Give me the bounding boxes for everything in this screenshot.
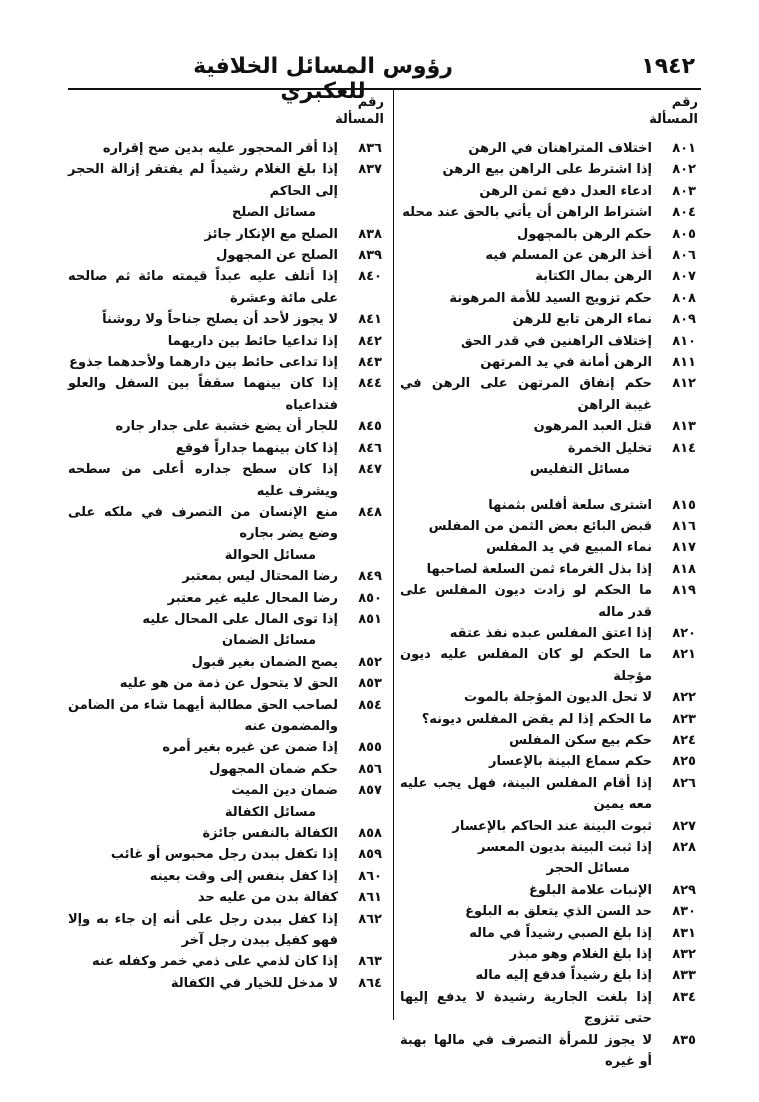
entry-text: إذا بلغ الغلام رشيداً لم يفتقر إزالة الحجر إلى الحاكم — [68, 162, 338, 199]
entry-number: ٨٠٧ — [672, 269, 696, 285]
entry-row — [68, 245, 386, 266]
entry-number: ٨٠٢ — [672, 162, 696, 178]
entry-number: ٨٤٣ — [358, 355, 382, 371]
entry-number: ٨٥٣ — [358, 676, 382, 692]
entry-number: ٨٥٩ — [358, 847, 382, 863]
entry-row — [400, 373, 700, 416]
entry-text: قتل العبد المرهون — [533, 419, 652, 435]
page-number: ١٩٤٢ — [641, 54, 695, 79]
entry-text: حكم الرهن بالمجهول — [516, 226, 652, 242]
entry-number: ٨٤٨ — [358, 504, 382, 520]
entry-row — [400, 965, 700, 986]
entry-text: للجار أن يضع خشبة على جدار جاره — [115, 419, 338, 435]
entry-text: إذا ثبت البينة بديون المعسر — [477, 840, 652, 855]
entry-number: ٨١٥ — [672, 497, 696, 513]
entry-row — [68, 566, 386, 587]
entry-row — [68, 695, 386, 738]
entry-row — [400, 944, 700, 965]
entry-number: ٨٢٩ — [672, 882, 696, 898]
right-column — [400, 94, 700, 1072]
entry-text: إذا تداعيا حائط بين داريهما — [167, 333, 338, 349]
entry-text: اشترى سلعة أفلس بثمنها — [488, 497, 652, 513]
entry-number: ٨١٨ — [672, 561, 696, 577]
entry-number: ٨٦٣ — [358, 954, 382, 970]
entry-number: ٨٠٤ — [672, 205, 696, 221]
entry-text: حكم ضمان المجهول — [209, 761, 338, 777]
page-header — [68, 52, 701, 104]
entry-row — [400, 202, 700, 223]
entry-row — [68, 973, 386, 994]
entry-number: ٨٦٤ — [358, 975, 382, 991]
entry-text: ما الحكم لو زادت ديون المفلس على قدر ماله — [400, 583, 652, 620]
entry-number: ٨٠٩ — [672, 312, 696, 328]
entry-number: ٨١٠ — [672, 333, 696, 349]
entry-row — [400, 352, 700, 373]
entry-text: اختلاف المتراهنان في الرهن — [468, 141, 652, 156]
entry-row — [400, 495, 700, 516]
entry-text: منع الإنسان من التصرف في ملكه على وضع يضر بجاره — [68, 504, 338, 542]
entry-number: ٨٥٤ — [358, 697, 382, 713]
entry-row — [68, 266, 386, 309]
entry-text: حكم بيع سكن المفلس — [509, 732, 652, 748]
entry-number: ٨٤٠ — [358, 269, 382, 285]
entry-row — [68, 459, 386, 502]
entry-number: ٨٣١ — [672, 925, 696, 941]
entry-text: إذا أقر المحجور عليه بدين صح إقراره — [102, 141, 338, 156]
entry-text: حكم إنفاق المرتهن على الرهن في غيبة الراهن — [400, 376, 652, 413]
entry-number: ٨٢٦ — [672, 775, 696, 791]
entry-text: ضمان دين الميت — [231, 783, 338, 799]
entry-text: تخليل الخمرة — [567, 440, 652, 456]
entry-row — [400, 224, 700, 245]
entry-number: ٨٤٦ — [358, 440, 382, 456]
entry-row — [400, 516, 700, 537]
entry-text: أخذ الرهن عن المسلم فيه — [485, 248, 652, 264]
entry-text: الحق لا يتحول عن ذمة من هو عليه — [119, 676, 338, 692]
entry-number: ٨٣٦ — [358, 141, 382, 156]
entry-row — [400, 880, 700, 901]
entry-number: ٨٠١ — [672, 141, 696, 156]
section-title: مسائل الكفالة — [224, 804, 316, 820]
entry-row — [400, 245, 700, 266]
entry-number: ٨٤٩ — [358, 569, 382, 585]
entry-text: ثبوت البينة عند الحاكم بالإعسار — [452, 818, 652, 834]
entry-text: إذا كفل ببدن رجل على أنه إن جاء به وإلا فهو كفيل ببدن رجل آخر — [68, 911, 338, 949]
entry-text: نماء المبيع في يد المفلس — [486, 540, 652, 556]
entry-text: قبض البائع بعض الثمن من المفلس — [428, 518, 652, 534]
entry-text: يصح الضمان بغير قبول — [191, 654, 338, 670]
entry-row — [400, 559, 700, 580]
entry-number: ٨١٣ — [672, 419, 696, 435]
entry-number: ٨٢٧ — [672, 818, 696, 834]
entry-text: إذا كان سطح جداره أعلى من سطحه ويشرف عليه — [68, 462, 338, 499]
entry-number: ٨٣٠ — [672, 904, 696, 920]
entry-row — [68, 887, 386, 908]
entry-row — [400, 181, 700, 202]
section-title: مسائل التفليس — [529, 462, 630, 478]
entry-text: لا مدخل للخيار في الكفالة — [170, 975, 338, 991]
entry-number: ٨١٤ — [672, 440, 696, 456]
entry-row — [68, 737, 386, 758]
entry-text: كفالة بدن من عليه حد — [197, 890, 338, 906]
entry-row — [68, 438, 386, 459]
entry-row — [400, 901, 700, 922]
entry-row — [68, 652, 386, 673]
entry-text: الصلح مع الإنكار جائز — [204, 226, 338, 242]
entry-number: ٨٣٨ — [358, 226, 382, 242]
entry-number: ٨٥٢ — [358, 654, 382, 670]
entry-text: إذا بلغ الصبي رشيداً في ماله — [469, 925, 652, 941]
entry-row — [68, 352, 386, 373]
section-title: مسائل الحوالة — [224, 547, 316, 563]
entry-number: ٨٤١ — [358, 312, 382, 328]
entries-list — [68, 138, 386, 994]
entry-text: إذا تكفل ببدن رجل محبوس أو غائب — [110, 847, 338, 863]
entry-text: الصلح عن المجهول — [216, 248, 338, 264]
entry-row — [400, 644, 700, 687]
entry-row — [68, 416, 386, 437]
entry-text: إذا تداعى حائط بين دارهما ولأحدهما جذوع — [69, 355, 338, 371]
entry-number: ٨٢٢ — [672, 690, 696, 706]
entry-text: الكفالة بالنفس جائزة — [202, 826, 338, 841]
entry-number: ٨٢٤ — [672, 732, 696, 748]
entry-number: ٨١٦ — [672, 518, 696, 534]
entry-row — [400, 923, 700, 944]
entry-row — [400, 331, 700, 352]
section-title: مسائل الصلح — [232, 205, 316, 221]
entry-number: ٨٥٦ — [358, 761, 382, 777]
entry-number: ٨٤٢ — [358, 333, 382, 349]
entries-list — [400, 138, 700, 1072]
entry-number: ٨٣٢ — [672, 947, 696, 963]
entry-number: ٨٦٠ — [358, 868, 382, 884]
entry-row — [68, 224, 386, 245]
entry-row — [400, 773, 700, 816]
entry-row — [400, 138, 700, 159]
entry-text: ما الحكم لو كان المفلس عليه ديون مؤجلة — [400, 647, 652, 684]
entry-text: الرهن بمال الكتابة — [535, 269, 652, 285]
entry-row — [68, 138, 386, 159]
entry-text: إذا بلغ رشيداً فدفع إليه ماله — [475, 968, 652, 984]
entry-number: ٨٢٣ — [672, 711, 696, 727]
entry-text: ما الحكم إذا لم يقض المفلس ديونه؟ — [421, 711, 652, 727]
entry-row — [400, 537, 700, 558]
left-column — [68, 94, 386, 994]
entry-number: ٨٠٦ — [672, 248, 696, 264]
entry-row — [68, 309, 386, 330]
entry-text: نماء الرهن تابع للرهن — [512, 312, 652, 328]
entry-number: ٨٢١ — [672, 647, 696, 663]
entry-row — [68, 780, 386, 801]
entry-text: إذا بذل الغرماء ثمن السلعة لصاحبها — [426, 561, 652, 577]
entry-text: إذا أتلف عليه عبداً قيمته مائة ثم صالحه على مائة وعشرة — [68, 269, 338, 306]
entry-text: إذا اشترط على الراهن بيع الرهن — [442, 162, 652, 178]
entry-text: لا يجوز لأحد أن يصلح جناحاً ولا روشناً — [102, 312, 338, 328]
entry-row — [68, 609, 386, 630]
entry-number: ٨٢٥ — [672, 754, 696, 770]
entry-text: إذا كان بينهما جداراً فوقع — [175, 440, 338, 456]
entry-row — [400, 1030, 700, 1073]
entry-text: رضا المحتال ليس بمعتبر — [182, 569, 338, 585]
entry-number: ٨١٧ — [672, 540, 696, 556]
entry-row — [68, 373, 386, 416]
entry-row — [400, 288, 700, 309]
entry-text: إذا اعتق المفلس عبده نفذ عتقه — [449, 625, 652, 641]
column-heading: رقم المسألة — [649, 95, 698, 127]
entry-row — [400, 709, 700, 730]
entry-number: ٨٥٧ — [358, 783, 382, 799]
entry-text: إذا بلغ الغلام وهو مبذر — [509, 947, 652, 963]
section-title: مسائل الضمان — [221, 633, 316, 649]
entry-number: ٨٣٤ — [672, 989, 696, 1005]
entry-text: إذا توى المال على المحال عليه — [142, 611, 338, 627]
entry-row — [400, 623, 700, 644]
entry-number: ٨٥١ — [358, 611, 382, 627]
entry-number: ٨٣٥ — [672, 1032, 696, 1048]
entry-row — [400, 730, 700, 751]
entry-row — [68, 502, 386, 545]
entry-row — [400, 309, 700, 330]
entry-number: ٨٥٠ — [358, 590, 382, 606]
entry-text: إختلاف الراهنين في قدر الحق — [460, 333, 652, 349]
entry-number: ٨٣٩ — [358, 248, 382, 264]
entry-text: لا يجوز للمرأة التصرف في مالها بهبة أو غيره — [400, 1032, 652, 1070]
column-heading: رقم المسألة — [335, 95, 384, 127]
entry-text: إذا كفل بنفس إلى وقت بعينه — [149, 868, 338, 884]
entry-number: ٨٦١ — [358, 890, 382, 906]
entry-row — [68, 866, 386, 887]
book-title: رؤوس المسائل الخلافية للعكبري — [193, 54, 453, 104]
entry-number: ٨٤٥ — [358, 419, 382, 435]
entry-text: الرهن أمانة في يد المرتهن — [480, 355, 652, 371]
entry-number: ٨١١ — [672, 355, 696, 371]
entry-text: لصاحب الحق مطالبة أيهما شاء من الضامن والمضمون عنه — [68, 697, 338, 734]
entry-text: حد السن الذي يتعلق به البلوغ — [465, 904, 652, 920]
entry-number: ٨١٩ — [672, 583, 696, 599]
entry-number: ٨٠٥ — [672, 226, 696, 242]
entry-row — [400, 159, 700, 180]
entry-text: حكم تزويج السيد للأمة المرهونة — [449, 290, 652, 306]
entry-row — [400, 416, 700, 437]
entry-row — [400, 580, 700, 623]
entry-text: اشتراط الراهن أن يأتي بالحق عند محله — [402, 205, 652, 221]
entry-text: الإنبات علامة البلوغ — [529, 882, 652, 898]
entry-text: إذا أقام المفلس البينة، فهل يجب عليه معه يمين — [400, 775, 652, 813]
entry-number: ٨٤٤ — [358, 376, 382, 392]
entry-number: ٨٤٧ — [358, 462, 382, 478]
entry-row — [68, 331, 386, 352]
entry-row — [68, 588, 386, 609]
entry-number: ٨١٢ — [672, 376, 696, 392]
entry-row — [68, 673, 386, 694]
section-title: مسائل الحجر — [546, 861, 630, 877]
entry-row — [400, 816, 700, 837]
entry-row — [68, 909, 386, 952]
entry-number: ٨٣٣ — [672, 968, 696, 984]
entry-number: ٨٣٧ — [358, 162, 382, 178]
entry-text: إذا ضمن عن غيره بغير أمره — [162, 740, 338, 756]
entry-text: إذا كان بينهما سقفاً بين السفل والعلو فتداعياه — [68, 376, 338, 413]
entry-number: ٨٠٣ — [672, 183, 696, 199]
entry-text: إذا كان لذمي على ذمي خمر وكفله عنه — [91, 954, 338, 970]
entry-number: ٨٥٨ — [358, 826, 382, 841]
entry-number: ٨٢٠ — [672, 625, 696, 641]
column-divider — [393, 90, 394, 1020]
entry-text: رضا المحال عليه غير معتبر — [167, 590, 338, 606]
entry-row — [400, 266, 700, 287]
entry-row — [400, 687, 700, 708]
entry-number: ٨٢٨ — [672, 840, 696, 855]
entry-row — [68, 159, 386, 202]
entry-row — [400, 987, 700, 1030]
entry-text: لا تحل الديون المؤجلة بالموت — [464, 690, 652, 706]
entry-text: حكم سماع البينة بالإعسار — [488, 754, 652, 770]
entry-number: ٨٥٥ — [358, 740, 382, 756]
entry-number: ٨٠٨ — [672, 290, 696, 306]
entry-text: ادعاء العدل دفع ثمن الرهن — [479, 183, 652, 199]
entry-row — [68, 759, 386, 780]
entry-row — [400, 438, 700, 459]
entry-row — [68, 844, 386, 865]
entry-row — [68, 951, 386, 972]
entry-row — [68, 823, 386, 844]
entry-text: إذا بلغت الجارية رشيدة لا يدفع إليها حتى تتزوج — [400, 989, 652, 1027]
entry-row — [400, 837, 700, 858]
entry-row — [400, 751, 700, 772]
entry-number: ٨٦٢ — [358, 911, 382, 927]
